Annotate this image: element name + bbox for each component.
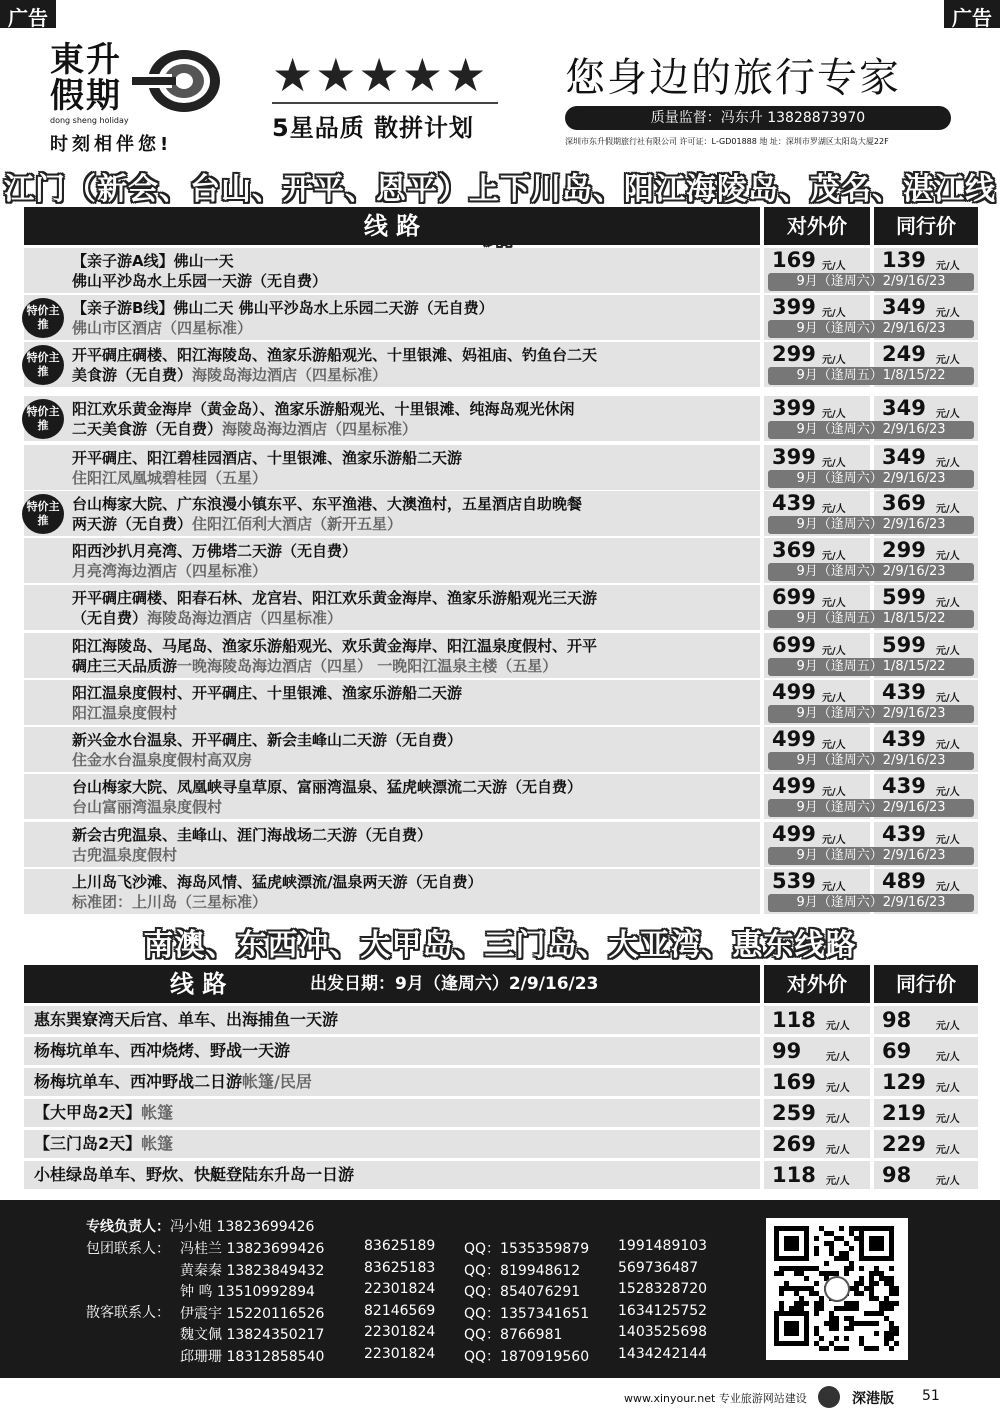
route-cell [24,1161,760,1189]
route-cell [24,1068,760,1096]
route-line-2 [72,418,417,439]
departure-date: 9月（逢周六）2/9/16/23 [768,752,974,770]
ad-tag-right: 广告 [944,0,1000,28]
contact-name: 钟 鸣 13510992894 [180,1284,315,1300]
price-unit: 元/人 [822,409,846,420]
route-cell [24,822,760,867]
ext-price-cell [764,1068,870,1096]
price-unit: 元/人 [936,1114,960,1125]
hotel-info: 阳江温泉度假村 [72,704,178,722]
peer-price-cell [874,1099,978,1127]
group-label: 包团联系人： [86,1241,170,1257]
price-unit: 元/人 [936,504,960,515]
route-line-2 [72,560,267,581]
quality-label: 5星品质 散拼计划 [272,114,475,142]
table-row [24,774,978,819]
price-unit: 元/人 [936,882,960,893]
hotel-info: 住阳江佰利大酒店（新开五星） [192,515,403,533]
section-2-table-header [24,965,978,1003]
ext-price: 169 [772,1070,816,1094]
hotel-info: 海陵岛海边酒店（四星标准） [222,420,418,438]
star-icons: ★★★★★ [272,48,489,102]
route-cell [24,538,760,583]
page-bottom [0,1384,1000,1410]
departure-date: 9月（逢周五）1/8/15/22 [768,610,974,628]
route-cell [24,774,760,819]
table-row [24,491,978,536]
hotel-info: 月亮湾海边酒店（四星标准） [72,562,268,580]
ext-price-cell [764,1161,870,1189]
ext-price: 399 [772,295,816,319]
hotel-info: 标准团：上川岛（三星标准） [72,893,268,911]
hotel-info: 佛山市区酒店（四星标准） [72,319,253,337]
route-cell [24,396,760,441]
hotel-info: 住金水台温泉度假村高双房 [72,751,253,769]
route-line-2 [72,513,402,534]
ext-price: 259 [772,1101,816,1125]
ext-price: 699 [772,585,816,609]
peer-price-cell [874,1161,978,1189]
tagline: 您身边的旅行专家 [565,55,901,101]
peer-price: 219 [882,1101,926,1125]
route-line-2 [72,607,342,628]
brand-slogan: 时刻相伴您! [50,134,173,155]
table-row [24,538,978,583]
peer-price-cell [874,1037,978,1065]
price-unit: 元/人 [936,261,960,272]
ext-price: 118 [772,1163,816,1187]
price-unit: 元/人 [822,551,846,562]
hotel-info: 住阳江凤凰城碧桂园（五星） [72,469,268,487]
page-number: 51 [922,1388,940,1404]
table-row [24,1006,978,1034]
table-row [24,1037,978,1065]
ext-price: 118 [772,1008,816,1032]
lead-contact [86,1216,314,1236]
peer-price: 369 [882,491,926,515]
peer-price: 439 [882,680,926,704]
supervision-bar: 质量监督：冯东升 13828873970 [565,106,951,130]
price-unit: 元/人 [822,740,846,751]
qr-code-icon [766,1218,908,1360]
contact-qq: QQ：1535359879 [464,1241,590,1257]
section-2-title: 南澳、东西冲、大甲岛、三门岛、大亚湾、惠东线路 [143,928,857,963]
price-unit: 元/人 [822,504,846,515]
price-unit: 元/人 [822,261,846,272]
price-unit: 元/人 [936,787,960,798]
hotel-info: 海陵岛海边酒店（四星标准） [147,609,343,627]
contact-qq2: 1403525698 [618,1324,708,1340]
price-unit: 元/人 [936,693,960,704]
hotel-info: 台山富丽湾温泉度假村 [72,798,223,816]
ext-price-cell [764,1006,870,1034]
contact-name: 冯桂兰 13823699426 [180,1241,325,1257]
departure-date: 9月（逢周六）2/9/16/23 [768,894,974,912]
special-badge: 特价主推 [22,298,64,338]
ext-price: 499 [772,774,816,798]
route-line-2 [72,702,177,723]
peer-price: 129 [882,1070,926,1094]
contact-qq2: 1434242144 [618,1345,708,1362]
price-unit: 元/人 [822,458,846,469]
route-line-1: 开平碉庄碉楼、阳江海陵岛、渔家乐游船观光、十里银滩、妈祖庙、钓鱼台二天 [72,346,598,364]
price-unit: 元/人 [936,1083,960,1094]
price-unit: 元/人 [822,355,846,366]
table-row [24,1130,978,1158]
route-cell [24,633,760,678]
departure-date: 9月（逢周六）2/9/16/23 [768,516,974,534]
ext-price: 499 [772,680,816,704]
route-cell [24,1130,760,1158]
route-line-1: 台山梅家大院、广东浪漫小镇东平、东平渔港、大澳渔村，五星酒店自助晚餐 [72,495,583,513]
route-cell [24,342,760,387]
contact-tel: 83625189 [364,1238,436,1254]
contact-tel: 22301824 [364,1345,436,1362]
brand-name-en: dong sheng holiday [50,116,129,125]
price-unit: 元/人 [826,1083,850,1094]
route-line-2 [72,844,177,865]
special-badge: 特价主推 [22,399,64,439]
contact-name: 魏文佩 13824350217 [180,1327,325,1343]
accommodation-note: 帐篷 [141,1103,174,1122]
peer-price-cell [874,1006,978,1034]
price-unit: 元/人 [936,308,960,319]
company-info: 深圳市东升假期旅行社有限公司 许可证：L-GD01888 地 址：深圳市罗湖区太阳岛大厦22F [565,137,889,146]
route-line-2 [72,796,222,817]
contact-qq2: 569736487 [618,1259,699,1276]
table-row [24,680,978,725]
contact-footer [0,1200,1000,1378]
peer-price-cell [874,1068,978,1096]
contact-qq: QQ：854076291 [464,1284,581,1300]
price-unit: 元/人 [936,598,960,609]
peer-price: 439 [882,822,926,846]
section-1-title: 江门（新会、台山、开平、恩平）上下川岛、阳江海陵岛、茂名、湛江线 [4,172,996,207]
site-link[interactable]: www.xinyour.net 专业旅游网站建设 [624,1392,807,1405]
price-unit: 元/人 [822,598,846,609]
route-line-1: 上川岛飞沙滩、海岛风情、猛虎峡漂流/温泉两天游（无自费） [72,873,483,891]
peer-price: 229 [882,1132,926,1156]
disc-logo-icon [132,48,222,114]
route-line-1: 阳江温泉度假村、开平碉庄、十里银滩、渔家乐游船二天游 [72,684,463,702]
col-route-header [24,965,760,1003]
price-unit: 元/人 [936,458,960,469]
table-row [24,396,978,441]
route-line-2-main: （无自费） [72,609,148,627]
ext-price: 99 [772,1039,802,1063]
peer-price: 349 [882,396,926,420]
peer-price: 439 [882,727,926,751]
price-unit: 元/人 [936,551,960,562]
special-badge: 特价主推 [22,345,64,385]
price-unit: 元/人 [936,1145,960,1156]
table-row [24,727,978,772]
col-ext-price-header: 对外价 [764,965,870,1003]
ad-tag-left: 广告 [0,0,56,28]
route-line-1: 新会古兜温泉、圭峰山、涯门海战场二天游（无自费） [72,826,433,844]
route-cell [24,248,760,293]
departure-date: 9月（逢周六）2/9/16/23 [768,421,974,439]
route-line-1: 新兴金水台温泉、开平碉庄、新会圭峰山二天游（无自费） [72,731,463,749]
departure-date: 9月（逢周六）2/9/16/23 [768,799,974,817]
col-route-header: 线 路 [24,207,760,245]
peer-price-cell [874,1130,978,1158]
price-unit: 元/人 [822,787,846,798]
price-unit: 元/人 [826,1176,850,1187]
price-unit: 元/人 [936,1176,960,1187]
table-row [24,1099,978,1127]
col-peer-price-header: 同行价 [874,207,978,245]
peer-price: 349 [882,445,926,469]
header [0,28,1000,158]
table-row [24,869,978,914]
table-row [24,822,978,867]
route-cell [24,491,760,536]
peer-price: 98 [882,1008,912,1032]
accommodation-note: 帐篷 [141,1134,174,1153]
route-cell [24,727,760,772]
route-line-2 [72,317,252,338]
brand-name: 東升假期 [50,40,122,116]
ext-price-cell [764,1037,870,1065]
departure-date: 9月（逢周五）1/8/15/22 [768,658,974,676]
lead-label: 专线负责人： [86,1219,170,1235]
peer-price: 249 [882,342,926,366]
departure-date: 9月（逢周六）2/9/16/23 [768,470,974,488]
route-cell [24,295,760,340]
hotel-info: 一晚海陵岛海边酒店（四星） 一晚阳江温泉主楼（五星） [177,657,558,675]
route-line-1: 台山梅家大院、凤凰峡寻皇草原、富丽湾温泉、猛虎峡漂流二天游（无自费） [72,778,583,796]
five-star-block [272,50,512,143]
route-line-1: 【亲子游A线】佛山一天 [72,252,234,270]
accommodation-note: 帐篷/民居 [242,1072,312,1091]
route-cell [24,1006,760,1034]
ext-price: 699 [772,633,816,657]
route-line-2 [72,467,267,488]
edition-label: 深港版 [852,1391,894,1407]
hotel-info: 古兜温泉度假村 [72,846,178,864]
route-line-2 [72,364,387,385]
route-line-2 [72,655,557,676]
route-name: 惠东巽寮湾天后宫、单车、出海捕鱼一天游 [34,1010,339,1029]
route-line-2 [72,749,252,770]
contact-qq: QQ：819948612 [464,1262,581,1279]
ext-price-cell [764,1099,870,1127]
peer-price: 139 [882,248,926,272]
hotel-info: 海陵岛海边酒店（四星标准） [192,366,388,384]
single-label: 散客联系人： [86,1305,170,1321]
col-ext-price-header: 对外价 [764,207,870,245]
special-badge: 特价主推 [22,494,64,534]
route-line-2-main: 两天游（无自费） [72,515,193,533]
departure-date: 9月（逢周六）2/9/16/23 [768,705,974,723]
table-row [24,248,978,293]
peer-price: 489 [882,869,926,893]
route-cell [24,445,760,490]
route-line-2-main: 美食游（无自费） [72,366,193,384]
peer-price: 439 [882,774,926,798]
price-unit: 元/人 [822,308,846,319]
ext-price: 539 [772,869,816,893]
price-unit: 元/人 [936,1052,960,1063]
route-line-1: 阳西沙扒月亮湾、万佛塔二天游（无自费） [72,542,358,560]
route-line-1: 开平碉庄碉楼、阳春石林、龙宫岩、阳江欢乐黄金海岸、渔家乐游船观光三天游 [72,589,598,607]
contact-name: 伊震宇 15220116526 [180,1305,325,1322]
route-line-2-main: 二天美食游（无自费） [72,420,223,438]
route-line-1: 开平碉庄、阳江碧桂园酒店、十里银滩、渔家乐游船二天游 [72,449,463,467]
table-row [24,1161,978,1189]
price-unit: 元/人 [936,835,960,846]
ext-price: 369 [772,538,816,562]
route-cell [24,1099,760,1127]
price-unit: 元/人 [936,740,960,751]
qr-code[interactable] [766,1218,908,1360]
route-line-2 [72,891,267,912]
contact-name: 黄秦秦 13823849432 [180,1262,325,1279]
route-cell [24,585,760,630]
departure-date: 9月（逢周六）2/9/16/23 [768,320,974,338]
price-unit: 元/人 [822,835,846,846]
edition-icon [818,1386,840,1408]
departure-date: 出发日期：9月（逢周六）2/9/16/23 [310,974,599,994]
ext-price-cell [764,1130,870,1158]
price-unit: 元/人 [822,693,846,704]
departure-date: 9月（逢周六）2/9/16/23 [768,563,974,581]
contact-qq: QQ：1357341651 [464,1305,590,1322]
col-route-label: 线 路 [170,970,227,998]
route-line-2 [72,270,327,291]
table-row [24,1068,978,1096]
route-name: 小桂绿岛单车、野炊、快艇登陆东升岛一日游 [34,1165,355,1184]
peer-price: 599 [882,633,926,657]
brand-logo [50,40,230,155]
ext-price: 399 [772,445,816,469]
ext-price: 399 [772,396,816,420]
price-unit: 元/人 [826,1145,850,1156]
peer-price: 299 [882,538,926,562]
peer-price: 349 [882,295,926,319]
contact-tel: 82146569 [364,1302,436,1319]
route-cell [24,680,760,725]
table-row [24,445,978,490]
route-cell [24,1037,760,1065]
price-unit: 元/人 [936,355,960,366]
ext-price: 169 [772,248,816,272]
route-name: 【三门岛2天】 [34,1134,142,1153]
price-unit: 元/人 [936,409,960,420]
price-unit: 元/人 [936,1021,960,1032]
contact-qq2: 1991489103 [618,1238,708,1254]
departure-date: 9月（逢周六）2/9/16/23 [768,273,974,291]
col-peer-price-header: 同行价 [874,965,978,1003]
price-unit: 元/人 [822,646,846,657]
contact-name: 邱珊珊 18312858540 [180,1348,325,1365]
route-line-1: 【亲子游B线】佛山二天 佛山平沙岛水上乐园二天游（无自费） [72,299,494,317]
lead-value: 冯小姐 13823699426 [170,1219,315,1235]
contact-tel: 83625183 [364,1259,436,1276]
peer-price: 599 [882,585,926,609]
contact-qq: QQ：8766981 [464,1327,563,1343]
peer-price: 98 [882,1163,912,1187]
ext-price: 439 [772,491,816,515]
price-unit: 元/人 [826,1021,850,1032]
table-row [24,585,978,630]
route-line-1: 阳江欢乐黄金海岸（黄金岛）、渔家乐游船观光、十里银滩、纯海岛观光休闲 [72,400,575,418]
route-name: 杨梅坑单车、西冲烧烤、野战一天游 [34,1041,291,1060]
departure-date: 9月（逢周六）2/9/16/23 [768,847,974,865]
table-row [24,295,978,340]
divider [272,102,498,104]
contact-qq2: 1528328720 [618,1281,708,1297]
route-name: 杨梅坑单车、西冲野战二日游 [34,1072,243,1091]
price-unit: 元/人 [936,646,960,657]
ext-price: 269 [772,1132,816,1156]
ext-price: 499 [772,727,816,751]
contact-qq: QQ：1870919560 [464,1348,590,1365]
section-1-table-header [24,207,978,245]
ext-price: 299 [772,342,816,366]
route-line-2-main: 碉庄三天品质游 [72,657,178,675]
departure-date: 9月（逢周五）1/8/15/22 [768,367,974,385]
peer-price: 69 [882,1039,912,1063]
table-row [24,633,978,678]
contact-tel: 22301824 [364,1281,436,1297]
route-line-2-main: 佛山平沙岛水上乐园一天游（无自费） [72,272,328,290]
route-cell [24,869,760,914]
route-name: 【大甲岛2天】 [34,1103,142,1122]
price-unit: 元/人 [826,1052,850,1063]
price-unit: 元/人 [822,882,846,893]
table-row [24,342,978,387]
contact-qq2: 1634125752 [618,1302,708,1319]
ext-price: 499 [772,822,816,846]
contact-tel: 22301824 [364,1324,436,1340]
price-unit: 元/人 [826,1114,850,1125]
route-line-1: 阳江海陵岛、马尾岛、渔家乐游船观光、欢乐黄金海岸、阳江温泉度假村、开平 [72,637,598,655]
